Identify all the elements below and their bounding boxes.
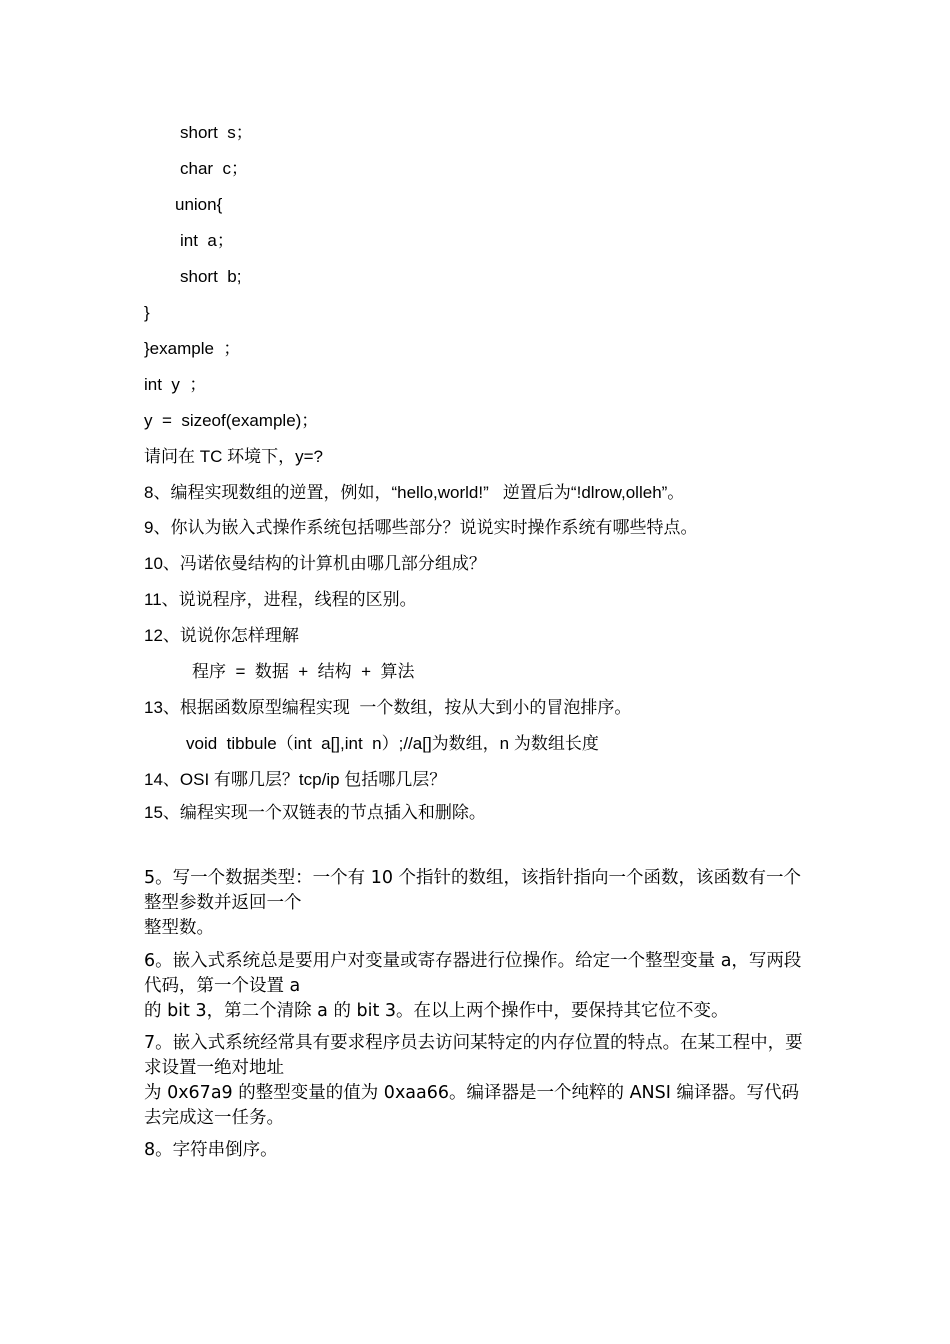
paragraph-line: 为 0x67a9 的整型变量的值为 0xaa66。编译器是一个纯粹的 ANSI 编译器。写代码去完成这一任务。 [144,1083,799,1128]
question-line: 13、根据函数原型编程实现 一个数组，按从大到小的冒泡排序。 [144,698,632,717]
question-line: 11、说说程序，进程，线程的区别。 [144,590,417,609]
question-line: 10、冯诺依曼结构的计算机由哪几部分组成？ [144,554,486,573]
paragraph-line: 6。嵌入式系统总是要用户对变量或寄存器进行位操作。给定一个整型变量 a，写两段代码，第一个设置 a [144,951,802,996]
formula-line: 程序 = 数据 + 结构 + 算法 [192,662,415,681]
question-line: 请问在 TC 环境下，y=? [144,447,323,466]
question-line: 9、你认为嵌入式操作系统包括哪些部分？说说实时操作系统有哪些特点。 [144,518,698,537]
code-line: int a； [180,231,234,250]
function-prototype-line: void tibbule（int a[],int n）;//a[]为数组，n 为数组长度 [186,734,599,753]
code-line: } [144,303,150,322]
paragraph [144,1138,814,1163]
code-line: char c； [180,159,249,178]
paragraph-line: 的 bit 3，第二个清除 a 的 bit 3。在以上两个操作中，要保持其它位不变。 [144,1001,729,1021]
code-line: union{ [175,195,223,214]
paragraph-line: 7。嵌入式系统经常具有要求程序员去访问某特定的内存位置的特点。在某工程中，要求设置一绝对地址 [144,1033,803,1078]
code-line: short s； [180,123,253,142]
code-line: int y ； [144,375,207,394]
code-line: }example ； [144,339,241,358]
code-line: y = sizeof(example)； [144,411,319,430]
question-line: 8、编程实现数组的逆置，例如，“hello,world!” 逆置后为“!dlrow,olleh”。 [144,483,685,502]
question-line: 14、OSI 有哪几层？tcp/ip 包括哪几层？ [144,770,447,789]
question-line: 12、说说你怎样理解 [144,626,299,645]
paragraph-line: 8。字符串倒序。 [144,1140,278,1160]
paragraph [144,1031,814,1131]
paragraph-line: 5。写一个数据类型：一个有 10 个指针的数组，该指针指向一个函数，该函数有一个整型参数并返回一个 [144,868,802,913]
question-line: 15、编程实现一个双链表的节点插入和删除。 [144,803,486,822]
paragraph [144,949,814,1024]
paragraph [144,866,814,941]
code-line: short b; [180,267,242,286]
paragraph-line: 整型数。 [144,918,214,938]
